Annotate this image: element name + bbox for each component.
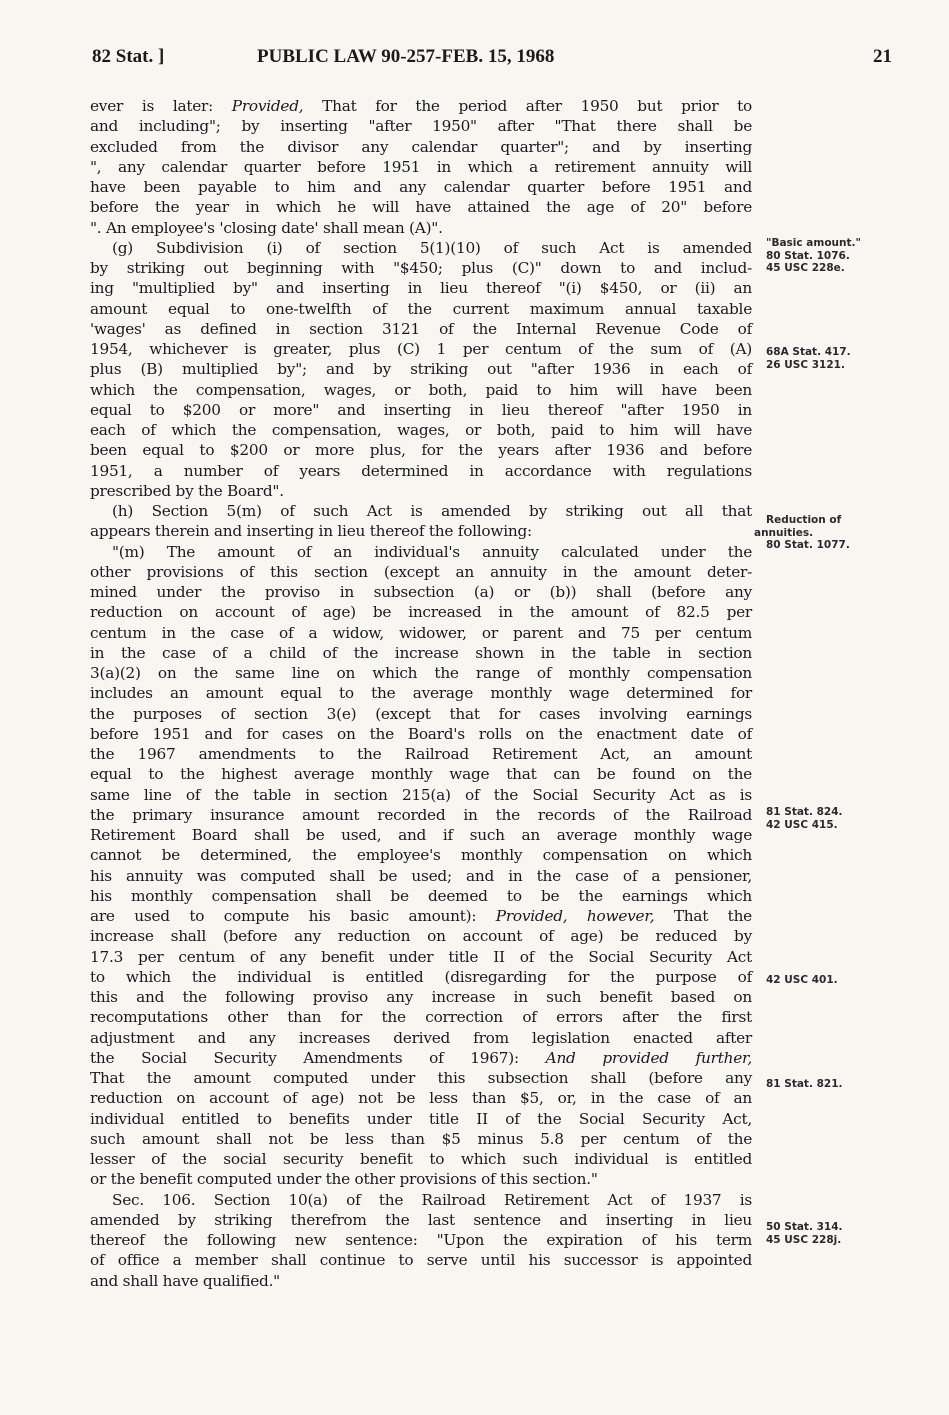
margin-note-line: 80 Stat. 1077. [766,539,850,551]
law-title: PUBLIC LAW 90-257-FEB. 15, 1968 [257,46,555,67]
margin-note-ssa-415 [766,806,906,831]
text-line: or the benefit computed under the other provisions of this section." [90,1170,598,1189]
margin-note-line: 81 Stat. 824. [766,806,843,818]
text-line: his monthly compensation shall be deemed to be the earnings which [90,886,752,905]
text-line: to which the individual is entitled (disregarding for the purpose of [90,967,752,986]
text-line: adjustment and any increases derived from legislation enacted after [90,1028,752,1047]
text-line: excluded from the divisor any calendar quarter"; and by inserting [90,137,752,156]
text-line: Retirement Board shall be used, and if such an average monthly wage [90,826,752,844]
text-line: Sec. 106. Section 10(a) of the Railroad Retirement Act of 1937 is [112,1190,752,1209]
text-line: appears therein and inserting in lieu thereof the following: [90,522,532,541]
text-line: are used to compute his basic amount): Provided, however, That the [90,907,752,925]
text-line: have been payable to him and any calendar quarter before 1951 and [90,178,752,196]
text-line: before the year in which he will have attained the age of 20" before [90,198,752,217]
margin-note-line: 45 USC 228j. [766,1233,842,1246]
text-line: by striking out beginning with "$450; plus (C)" down to and includ- [90,259,752,277]
text-line: been equal to $200 or more plus, for the years after 1936 and before [90,441,752,460]
text-line: includes an amount equal to the average monthly wage determined for [90,684,752,703]
text-line: and shall have qualified." [90,1271,280,1290]
text-line: plus (B) multiplied by"; and by striking out "after 1936 in each of [90,360,752,379]
margin-note-line: 42 USC 415. [766,818,838,831]
margin-note-line: annuities. [754,526,814,539]
text-line: 1954, whichever is greater, plus (C) 1 per centum of the sum of (A) [90,340,752,358]
italic-proviso: Provided, however, [495,907,655,925]
margin-note-reduction [754,514,894,552]
page-number: 21 [873,46,892,67]
text-line: centum in the case of a widow, widower, or parent and 75 per centum [90,623,752,642]
text-line: prescribed by the Board". [90,481,284,500]
text-line: the primary insurance amount recorded in the records of the Railroad [90,805,752,824]
margin-note-line: Reduction of [766,514,842,526]
text-line: lesser of the social security benefit to which such individual is entitled [90,1150,752,1168]
text-line: ", any calendar quarter before 1951 in which a retirement annuity will [90,157,752,176]
italic-proviso: Provided, [231,97,304,115]
text-line: individual entitled to benefits under title II of the Social Security Act, [90,1109,752,1128]
text-line: before 1951 and for cases on the Board's rolls on the enactment date of [90,724,752,743]
italic-proviso: And provided further, [545,1048,752,1067]
text-line: other provisions of this section (except an annuity in the amount deter- [90,562,752,581]
text-line: mined under the proviso in subsection (a) or (b)) shall (before any [90,583,752,601]
text-line: (g) Subdivision (i) of section 5(1)(10) of such Act is amended [112,238,752,257]
text-line: reduction on account of age) be increased in the amount of 82.5 per [90,603,752,622]
text-line: which the compensation, wages, or both, paid to him will have been [90,380,752,399]
body-text [90,96,752,1291]
text-line: recomputations other than for the correction of errors after the first [90,1008,752,1027]
text-line: 3(a)(2) on the same line on which the range of monthly compensation [90,664,752,682]
text-line: 'wages' as defined in section 3121 of the Internal Revenue Code of [90,319,752,338]
text-line: ever is later: Provided, That for the period after 1950 but prior to [90,97,752,115]
text-line: and including"; by inserting "after 1950" after "That there shall be [90,117,752,136]
margin-note-line: 81 Stat. 821. [766,1078,843,1090]
text-line: the Social Security Amendments of 1967): And provided further, [90,1048,752,1067]
text-line: ". An employee's 'closing date' shall mean (A)". [90,218,443,237]
margin-note-line: 80 Stat. 1076. [766,249,850,262]
margin-note-line: 45 USC 228e. [766,262,845,274]
text-line: thereof the following new sentence: "Upon the expiration of his term [90,1231,752,1249]
text-line: amended by striking therefrom the last sentence and inserting in lieu [90,1210,752,1229]
text-line: of office a member shall continue to serve until his successor is appointed [90,1251,752,1270]
text-line: (h) Section 5(m) of such Act is amended by striking out all that [112,502,752,520]
margin-note-basic-amount [766,237,906,275]
text-line: reduction on account of age) not be less than $5, or, in the case of an [90,1089,752,1108]
text-line: same line of the table in section 215(a) of the Social Security Act as is [90,785,752,804]
margin-note-irc [766,346,906,371]
text-line: equal to the highest average monthly wage that can be found on the [90,765,752,784]
margin-note-line: 42 USC 401. [766,974,838,986]
text-line: 1951, a number of years determined in accordance with regulations [90,461,752,480]
stat-reference: 82 Stat. ] [92,46,165,67]
page-header [92,46,892,74]
text-line: such amount shall not be less than $5 minus 5.8 per centum of the [90,1129,752,1148]
text-line: "(m) The amount of an individual's annuity calculated under the [112,542,752,561]
margin-note-ssa-401 [766,974,906,987]
margin-note-line: "Basic amount." [766,237,861,249]
text-line: amount equal to one-twelfth of the current maximum annual taxable [90,299,752,318]
text-line: his annuity was computed shall be used; and in the case of a pensioner, [90,866,752,885]
text-line: ing "multiplied by" and inserting in lieu thereof "(i) $450, or (ii) an [90,279,752,298]
text-line: this and the following proviso any increase in such benefit based on [90,988,752,1006]
margin-note-line: 26 USC 3121. [766,358,845,371]
text-line: increase shall (before any reduction on account of age) be reduced by [90,927,752,946]
text-line: cannot be determined, the employee's monthly compensation on which [90,846,752,865]
margin-note-stat-821 [766,1078,906,1091]
text-line: equal to $200 or more" and inserting in lieu thereof "after 1950 in [90,400,752,419]
margin-note-line: 50 Stat. 314. [766,1221,843,1233]
margin-note-stat-314 [766,1221,906,1246]
text-line: 17.3 per centum of any benefit under title II of the Social Security Act [90,947,752,966]
text-line: each of which the compensation, wages, or both, paid to him will have [90,421,752,439]
margin-note-line: 68A Stat. 417. [766,346,851,358]
text-line: the 1967 amendments to the Railroad Retirement Act, an amount [90,745,752,763]
text-line: in the case of a child of the increase shown in the table in section [90,643,752,662]
text-line: the purposes of section 3(e) (except that for cases involving earnings [90,704,752,723]
text-line: That the amount computed under this subsection shall (before any [90,1069,752,1087]
